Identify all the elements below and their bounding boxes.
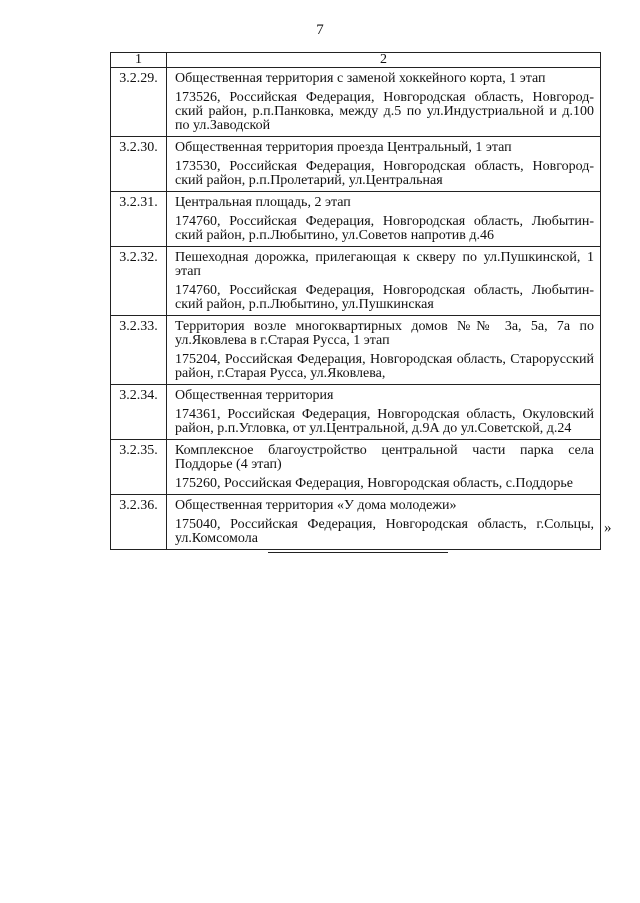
row-content	[167, 440, 601, 495]
territory-name: Общественная территория «У дома молодежи»	[175, 498, 457, 513]
territory-address: 173526, Российская Федерация, Новгородская область, Новгород-ский район, р.п.Панковка, между д.5 по ул.Индустриальной и д.100 по ул.Заводской	[175, 90, 594, 133]
table-row	[111, 440, 601, 495]
table-row	[111, 385, 601, 440]
territory-table	[110, 52, 601, 550]
row-content	[167, 137, 601, 192]
territory-name: Общественная территория	[175, 388, 334, 403]
row-number: 3.2.32.	[111, 247, 167, 316]
territory-name: Общественная территория с заменой хоккейного корта, 1 этап	[175, 71, 546, 86]
territory-address: 174760, Российская Федерация, Новгородская область, Любытин-ский район, р.п.Любытино, ул.Пушкинская	[175, 283, 594, 312]
row-content	[167, 68, 601, 137]
table-row	[111, 137, 601, 192]
page-number: 7	[316, 22, 324, 38]
territory-name: Общественная территория проезда Центральный, 1 этап	[175, 140, 512, 155]
row-content	[167, 316, 601, 385]
row-number: 3.2.33.	[111, 316, 167, 385]
closing-quote: »	[604, 520, 612, 536]
table-row	[111, 247, 601, 316]
row-number: 3.2.36.	[111, 495, 167, 550]
territory-name: Пешеходная дорожка, прилегающая к скверу по ул.Пушкинской, 1 этап	[175, 250, 594, 279]
header-col-2: 2	[167, 53, 601, 68]
table-row	[111, 68, 601, 137]
row-content	[167, 192, 601, 247]
row-content	[167, 385, 601, 440]
territory-address: 174760, Российская Федерация, Новгородская область, Любытин-ский район, р.п.Любытино, ул.Советов напротив д.46	[175, 214, 594, 243]
territory-address: 175204, Российская Федерация, Новгородская область, Старорусский район, г.Старая Русса, ул.Яковлева,	[175, 352, 594, 381]
territory-address: 173530, Российская Федерация, Новгородская область, Новгород-ский район, р.п.Пролетарий, ул.Центральная	[175, 159, 594, 188]
territory-address: 174361, Российская Федерация, Новгородская область, Окуловский район, р.п.Угловка, от ул.Центральной, д.9А до ул.Советской, д.24	[175, 407, 594, 436]
row-number: 3.2.31.	[111, 192, 167, 247]
territory-address: 175040, Российская Федерация, Новгородская область, г.Сольцы, ул.Комсомола	[175, 517, 594, 546]
row-content	[167, 495, 601, 550]
row-number: 3.2.34.	[111, 385, 167, 440]
territory-address: 175260, Российская Федерация, Новгородская область, с.Поддорье	[175, 476, 573, 491]
row-content	[167, 247, 601, 316]
territory-name: Комплексное благоустройство центральной части парка села Поддорье (4 этап)	[175, 443, 594, 472]
territory-name: Центральная площадь, 2 этап	[175, 195, 351, 210]
table-row	[111, 316, 601, 385]
territory-name: Территория возле многоквартирных домов №№ 3а, 5а, 7а по ул.Яковлева в г.Старая Русса, 1 этап	[175, 319, 594, 348]
row-number: 3.2.35.	[111, 440, 167, 495]
end-rule	[268, 552, 448, 553]
table-row	[111, 495, 601, 550]
table-header-row	[111, 53, 601, 68]
row-number: 3.2.30.	[111, 137, 167, 192]
header-col-1: 1	[111, 53, 167, 68]
row-number: 3.2.29.	[111, 68, 167, 137]
table-row	[111, 192, 601, 247]
